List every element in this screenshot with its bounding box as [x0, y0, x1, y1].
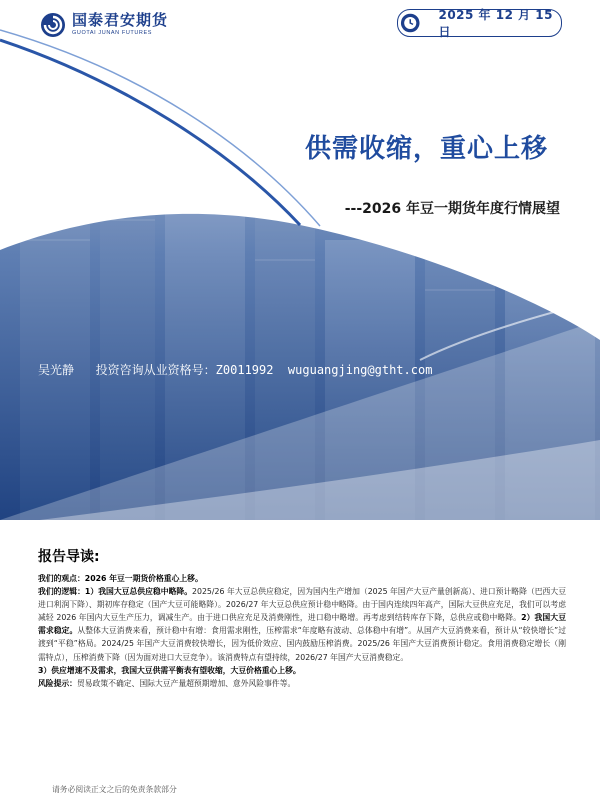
view-text: 2026 年豆一期货价格重心上移。 [84, 574, 203, 583]
disclaimer-footer: 请务必阅读正文之后的免责条款部分 [52, 785, 177, 794]
report-date: 2025 年 12 月 15 日 [438, 8, 553, 39]
logic-p3: 3）供应增速不及需求，我国大豆供需平衡表有望收缩，大豆价格重心上移。 [38, 665, 301, 675]
report-guide-section [38, 546, 566, 690]
risk-label: 风险提示： [38, 678, 77, 688]
company-logo [40, 12, 168, 38]
logic-p2-lead: 2）我国大豆需求稳定。 [38, 613, 566, 636]
author-line: 吴光静 投资咨询从业资格号：Z0011992 wuguangjing@gtht.com [38, 363, 433, 377]
view-label: 我们的观点： [38, 574, 85, 583]
risk-text: 贸易政策不确定、国际大豆产量超预期增加、意外风险事件等。 [76, 678, 296, 688]
logic-paragraph-3 [38, 664, 566, 677]
report-guide-heading: 报告导读: [38, 549, 100, 565]
logic-label: 我们的逻辑： [38, 587, 85, 597]
logic-p1-text: 2025/26 年大豆总供应稳定，因为国内生产增加（2025 年国产大豆产量创新高）、进口预计略降（巴西大豆进口利润下降）、期初库存稳定（国产大豆可能略降）。2026/27 年大豆总供应预计稳中略降。由于国内连续四年高产，国际大豆供应充足，我们可以考虑减轻 2026 年国内大豆生产压力，调减生产。由于进口供应充足及消费刚性，进口稳中略增。再考虑到结转库存下降，总供应或稳中略降。 [38, 587, 566, 623]
risk-paragraph [38, 677, 566, 690]
view-paragraph [38, 572, 566, 585]
report-date-badge [397, 9, 562, 37]
logic-paragraph-1 [38, 585, 566, 664]
logic-p2-text: 从整体大豆消费来看，预计稳中有增：食用需求刚性，压榨需求“年度略有波动、总体稳中有增”。从国产大豆消费来看，预计从“较快增长”过渡到“平稳”格局。2024/25 年国产大豆消费较快增长，因为低价效应、国内鼓励压榨消费。2025/26 年国产大豆消费预计稳定。食用消费稳定增长（刚需特点），压榨消费下降（因为面对进口大豆竞争）。该消费特点有望持续，2026/27 年国产大豆消费稳定。 [38, 626, 566, 662]
clock-icon [400, 12, 420, 34]
logic-p1-lead: 1）我国大豆总供应稳中略降。 [84, 587, 193, 597]
report-subtitle: ---2026 年豆一期货年度行情展望 [344, 201, 560, 217]
spiral-logo-icon [40, 12, 66, 38]
report-title: 供需收缩，重心上移 [304, 134, 548, 164]
logo-english-name: GUOTAI JUNAN FUTURES [72, 30, 153, 37]
logo-chinese-name: 国泰君安期货 [72, 11, 169, 30]
